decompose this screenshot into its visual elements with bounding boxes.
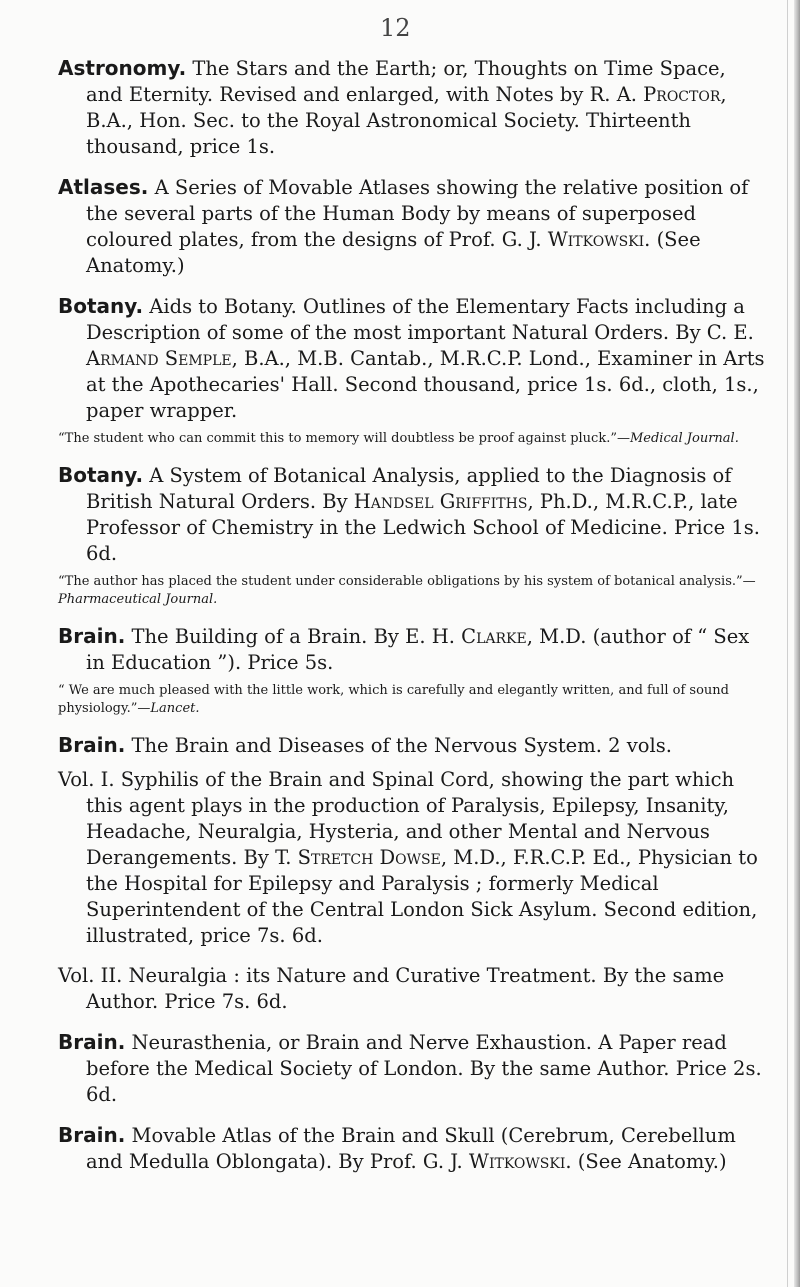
entry-botany-aids [58, 293, 768, 424]
entry-atlases [58, 174, 768, 279]
entry-text: Brain. The Brain and Diseases of the Nervous System. 2 vols. [58, 733, 672, 757]
entry-text: Astronomy. The Stars and the Earth; or, Thoughts on Time Space, and Eternity. Revised and enlarged, with Notes by R. A. Proctor, B.A., Hon. Sec. to the Royal Astronomical Society. Thirteenth thousand, price 1s. [58, 56, 727, 158]
volume-text: Vol. I. Syphilis of the Brain and Spinal Cord, showing the part which this agent plays in the production of Paralysis, Epilepsy, Insanity, Headache, Neuralgia, Hysteria, and other Mental and Nervous Derangements. By T. Stretch Dowse, M.D., F.R.C.P. Ed., Physician to the Hospital for Epilepsy and Paralysis ; formerly Medical Superintendent of the Central London Sick Asylum. Second edition, illustrated, price 7s. 6d. [58, 768, 758, 947]
quote-source: Medical Journal. [629, 431, 739, 446]
author-name: Witkowski [547, 228, 645, 251]
entry-botany-system [58, 462, 768, 567]
entry-heading: Atlases. [58, 175, 149, 199]
entry-heading: Brain. [58, 624, 126, 648]
entry-heading: Botany. [58, 294, 144, 318]
review-quote: “The author has placed the student under considerable obligations by his system of botanical analysis.”—Pharmaceutical Journal. [58, 574, 756, 607]
page-edge-shadow [794, 0, 800, 1287]
page-number: 12 [380, 14, 411, 42]
volume-one [58, 767, 768, 949]
author-name: Stretch Dowse [297, 846, 441, 869]
entry-text: Brain. Movable Atlas of the Brain and Skull (Cerebrum, Cerebellum and Medulla Oblongata). By Prof. G. J. Witkowski. (See Anatomy.) [58, 1123, 736, 1173]
author-name: Armand Semple [86, 347, 232, 370]
entry-text: Botany. A System of Botanical Analysis, applied to the Diagnosis of British Natural Orders. By Handsel Griffiths, Ph.D., M.R.C.P., late Professor of Chemistry in the Ledwich School of Medicine. Price 1s. 6d. [58, 463, 760, 565]
entry-heading: Brain. [58, 1123, 126, 1147]
volume-two [58, 963, 768, 1015]
entry-heading: Astronomy. [58, 56, 187, 80]
entry-heading: Brain. [58, 733, 126, 757]
entry-heading: Botany. [58, 463, 144, 487]
entry-brain-neurasthenia [58, 1029, 768, 1108]
review-quote: “The student who can commit this to memory will doubtless be proof against pluck.”—Medical Journal. [58, 431, 739, 446]
page-edge-line [787, 0, 788, 1287]
entry-text: Brain. Neurasthenia, or Brain and Nerve Exhaustion. A Paper read before the Medical Society of London. By the same Author. Price 2s. 6d. [58, 1030, 762, 1106]
author-name: Witkowski [468, 1150, 566, 1173]
quote-source: Lancet. [150, 701, 200, 716]
entry-text: Botany. Aids to Botany. Outlines of the Elementary Facts including a Description of some of the most important Natural Orders. By C. E. Armand Semple, B.A., M.B. Cantab., M.R.C.P. Lond., Examiner in Arts at the Apothecaries' Hall. Second thousand, price 1s. 6d., cloth, 1s., paper wrapper. [58, 294, 765, 422]
volume-text: Vol. II. Neuralgia : its Nature and Curative Treatment. By the same Author. Price 7s. 6d. [58, 964, 725, 1013]
entry-brain-diseases [58, 732, 768, 759]
author-name: Clarke [461, 625, 527, 648]
author-name: Proctor [643, 83, 721, 106]
entry-astronomy [58, 55, 768, 160]
catalogue-listing [58, 55, 768, 1189]
entry-brain-building [58, 623, 768, 676]
entry-text: Brain. The Building of a Brain. By E. H. Clarke, M.D. (author of “ Sex in Education ”). Price 5s. [58, 624, 750, 674]
author-name: Handsel Griffiths [353, 490, 528, 513]
entry-text: Atlases. A Series of Movable Atlases showing the relative position of the several parts of the Human Body by means of superposed coloured plates, from the designs of Prof. G. J. Witkowski. (See Anatomy.) [58, 175, 749, 277]
review-quote: “ We are much pleased with the little work, which is carefully and elegantly written, and full of sound physiology.”—Lancet. [58, 683, 729, 716]
quote-source: Pharmaceutical Journal. [58, 592, 218, 607]
entry-heading: Brain. [58, 1030, 126, 1054]
entry-brain-atlas [58, 1122, 768, 1175]
